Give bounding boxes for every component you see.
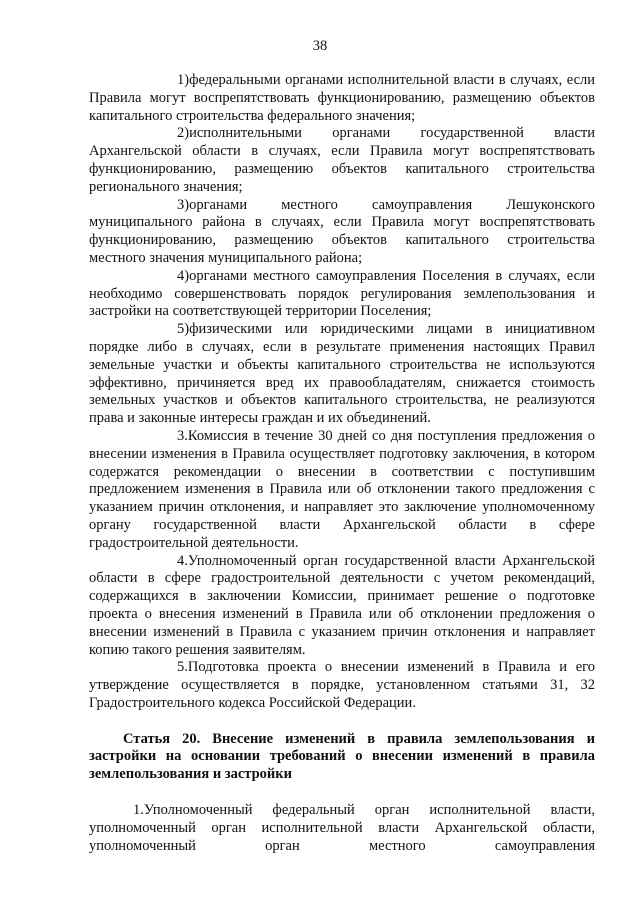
list-item-number: 4) <box>177 267 190 284</box>
section-gap <box>89 713 595 731</box>
paragraph-number: 5. <box>177 659 188 676</box>
document-body <box>89 72 595 855</box>
section-gap <box>89 784 595 802</box>
numbered-paragraph <box>89 428 595 553</box>
paragraph-number: 4. <box>177 552 188 569</box>
list-item <box>89 72 595 125</box>
list-item-text: органами местного самоуправления Лешуконского муниципального района в случаях, если Правила могут воспрепятствовать функционированию, размещению объектов капитального строительства местного значения муниципального района; <box>89 196 595 266</box>
article-heading: Статья 20. Внесение изменений в правила землепользования и застройки на основании требований о внесении изменений в правила землепользования и застройки <box>89 730 595 783</box>
list-item-text: физическими или юридическими лицами в инициативном порядке либо в случаях, если в результате применения настоящих Правил земельные участки и объекты капитального строительства не используются эффективно, причиняется вред их правообладателям, снижается стоимость земельных участков и объектов капитального строительства, не реализуются права и законные интересы граждан и их объединений. <box>89 321 595 427</box>
paragraph-text: Комиссия в течение 30 дней со дня поступления предложения о внесении изменения в Правила осуществляет подготовку заключения, в котором содержатся рекомендации о внесении в соответствии с поступившим предложением изменения в Правила или об отклонении такого предложения с указанием причин отклонения, и направляет это заключение уполномоченному органу государственной власти Архангельской области в сфере градостроительной деятельности. <box>89 427 595 551</box>
numbered-paragraph <box>89 802 595 855</box>
paragraph-text: Уполномоченный федеральный орган исполнительной власти, уполномоченный орган исполнительной власти Архангельской области, уполномоченный орган местного самоуправления <box>89 802 595 854</box>
paragraph-number: 1. <box>133 802 144 819</box>
list-item <box>89 197 595 268</box>
list-item <box>89 125 595 196</box>
paragraph-number: 3. <box>177 427 188 444</box>
list-item-text: органами местного самоуправления Поселения в случаях, если необходимо совершенствовать порядок регулирования землепользования и застройки на соответствующей территории Поселения; <box>89 267 595 320</box>
list-item-text: исполнительными органами государственной власти Архангельской области в случаях, если Правила могут воспрепятствовать функционированию, размещению объектов капитального строительства регионального значения; <box>89 125 595 195</box>
paragraph-text: Уполномоченный орган государственной власти Архангельской области в сфере градостроительной деятельности с учетом рекомендаций, содержащихся в заключении Комиссии, принимает решение о подготовке проекта о внесения изменений в Правила или об отклонении предложения о внесении изменений в Правила с указанием причин отклонения и направляет копию такого решения заявителям. <box>89 552 595 658</box>
numbered-paragraph <box>89 659 595 712</box>
list-item-text: федеральными органами исполнительной власти в случаях, если Правила могут воспрепятствовать функционированию, размещению объектов капитального строительства федерального значения; <box>89 72 595 124</box>
numbered-paragraph <box>89 553 595 660</box>
list-item-number: 5) <box>177 321 190 338</box>
list-item-number: 3) <box>177 196 190 213</box>
list-item <box>89 321 595 428</box>
list-item-number: 1) <box>177 72 190 88</box>
list-item <box>89 268 595 321</box>
page-number: 38 <box>312 38 328 54</box>
paragraph-text: Подготовка проекта о внесении изменений в Правила и его утверждение осуществляется в порядке, установленном статьями 31, 32 Градостроительного кодекса Российской Федерации. <box>89 659 595 711</box>
list-item-number: 2) <box>177 125 190 142</box>
